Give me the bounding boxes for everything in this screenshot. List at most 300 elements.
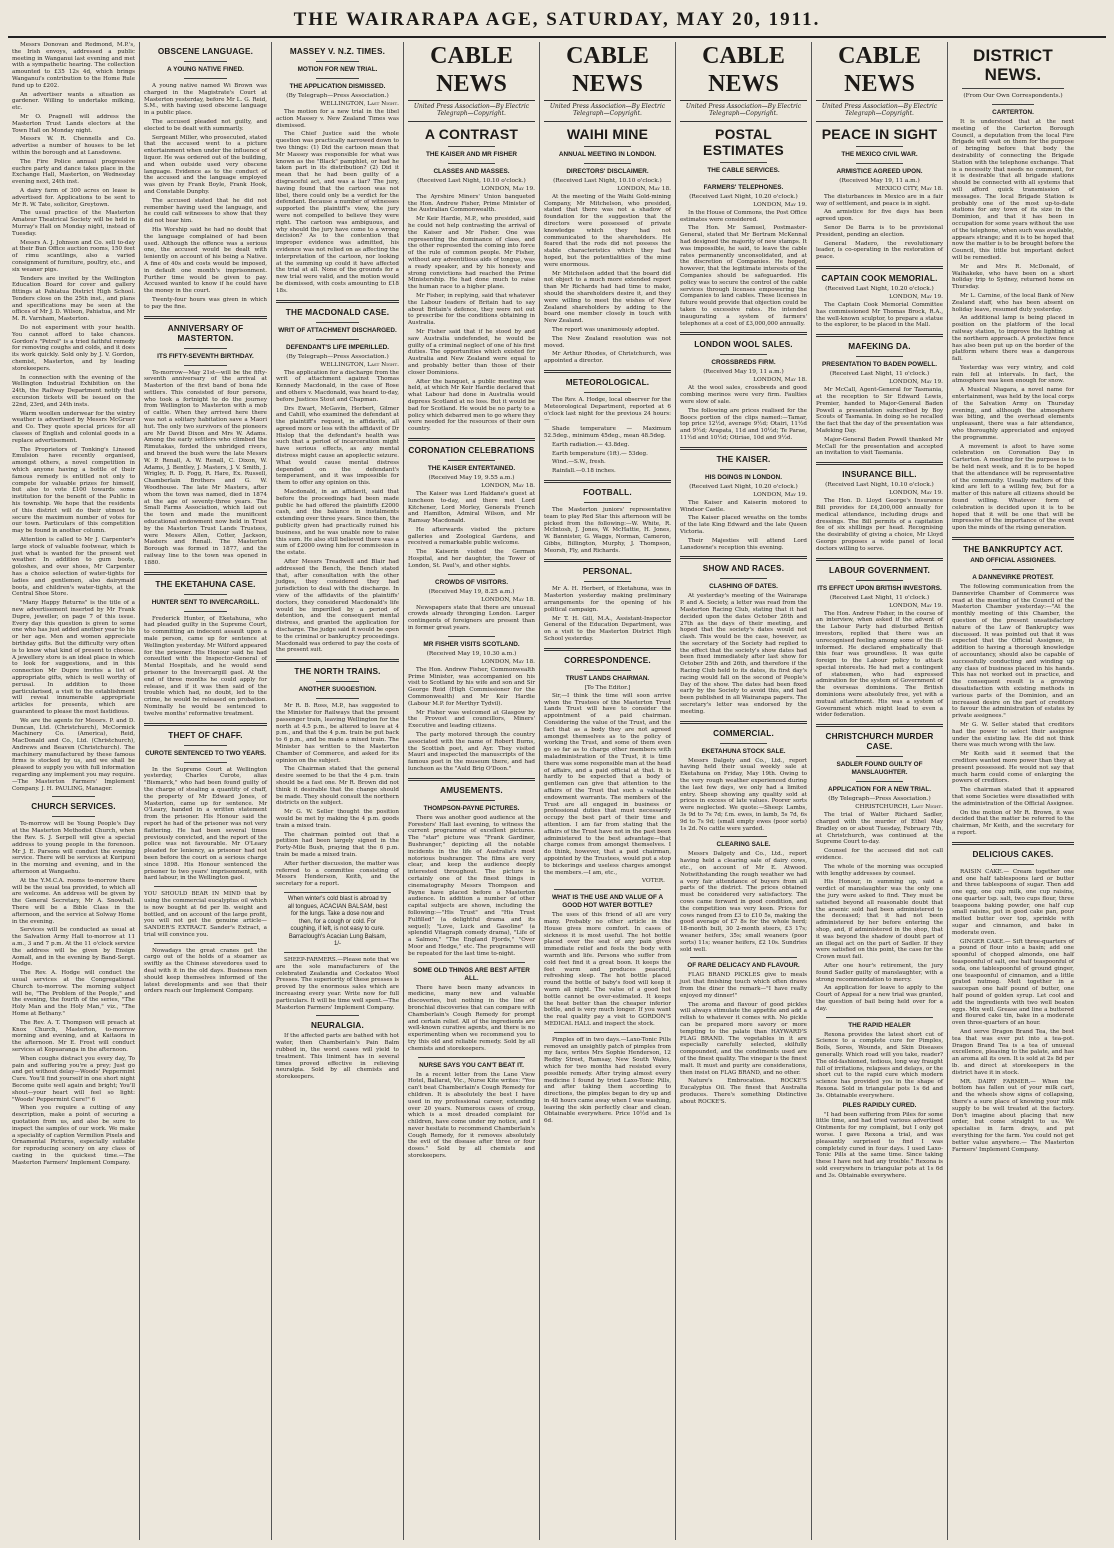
column-2 [140, 42, 272, 1540]
subheadline: CARTERTON. [992, 109, 1034, 116]
divider [680, 447, 807, 450]
paragraph: Mr G. W. Seller thought the position would be met by making the 4 p.m. goods train a mixed train. [276, 809, 399, 829]
placeline: LONDON, May 18. [481, 658, 535, 665]
paragraph: The uses of this friend of all are very many. Probably no other article in the House gives more comfort. In cases of sickness it is most useful. The hot bottle placed over the seat of any pain gives immediate relief and feels the body with warmth and life. Persons who suffer from cold feet find it a great boon. It keeps the feet warm and produces peaceful, refreshing sleep. The hot bottle placed round the bottle of baby's food will keep it warm all night. The value of a good hot bottle cannot be over-estimated. It keeps the heat better than the cheaper inferior bottle, and is very much longer. If you want the real quality pay a visit to GORDON'S MEDICAL HALL and inspect the stock. [544, 912, 671, 1027]
dateline: (Received May 19, 11 a.m.) [703, 369, 784, 376]
headline-football: FOOTBALL. [583, 487, 632, 497]
headline-postal-estimates: POSTAL ESTIMATES [703, 125, 784, 158]
paragraph: The following communication from the Dannevirke Chamber of Commerce was read at the meeting of the Council of the Masterton Chamber yesterday:—"At the monthly meeting of this Chamber, the question of the present unsatisfactory nature of the Law of Bankruptcy was discussed. It was pointed out that it was expected that the Official Assignee, in addition to having a thorough knowledge of accountancy, should also be capable of successfully conducting and winding up any class of business placed in his hands. This has not worked out in practice, and the consequent result is a growing dissatisfaction with existing methods in various parts of the Dominion, and an increased desire on the part of creditors to favour the administration of estates by private assignees." [952, 584, 1074, 720]
paragraph: Pimples off in two days.—Laxo-Tonic Pills removed an unsightly patch of pimples from my face, writes Mrs Sophie Henderson, 12 Redby Street, Ramsay, New South Wales, which for two months had resisted every possible remedy. After trying almost every medicine I found by tried Laxo-Tonic Pills, and after taking them according to directions, the pimples began to dry up and in 48 hours came away when I was washing, leaving the skin perfectly clear and clean. Obtainable everywhere. Price 10½d and 1s 6d. [544, 1036, 671, 1125]
paragraph: When coughs distract you every day, To pain and suffering you're a prey; Just go and get without delay—Woods' Peppermint Cure. You'll find yourself in one short night Become quite well again and bright; You'll shout—your heart will feel so light: "Woods' Peppermint Cure!" 6 [12, 1055, 135, 1103]
divider [826, 1017, 933, 1018]
cable-news-banner: CABLE NEWS [680, 42, 807, 101]
headline-meteorological: METEOROLOGICAL. [565, 377, 650, 387]
divider [584, 581, 631, 582]
paragraph: Sergeant Miller, who prosecuted, stated that the accused went to a picture entertainment when under the influence of liquor. He was ordered out of the building, and when outside used very obscene language. Evidence as to the conduct of the accused and the language employed was given by Frank Boyle, Frank Hook, and Constable Dunphy. [144, 134, 267, 195]
paragraph: When you require a cutting of any description, make a point of securing a quotation from us, and also be sure to inspect the samples of our work. We make a speciality of caption Vermilion Pixels and Ornamental Pictures, especially suitable for reproducing scenery on any class of casting in the quickest time.—The Masterton Farmers' Implement Company. [12, 1105, 135, 1166]
paragraph: Mr L. Carnine, of the local Bank of New Zealand staff, who has been absent on holiday leave, resumed duty yesterday. [952, 292, 1074, 313]
paragraph: He afterwards visited the picture galleries and Zoological Gardens, and received a remarkable public welcome. [408, 526, 535, 547]
paragraph: An additional lamp is being placed in position on the platform of the local railway station, to improve the lighting at the northern approach. A protective fence has also been put up on the border of the platform where there was a dangerous fall. [952, 315, 1074, 363]
dateline: (Received Last Night, 10.10 o'clock.) [417, 177, 526, 184]
paragraph: Mr Arthur Rhodes, of Christchurch, was appointed a director. [544, 351, 671, 365]
paragraph: The report was unanimously adopted. [552, 326, 660, 333]
paragraph: Services will be conducted as usual at the Salvation Army Hall to-morrow at 11 a.m., 3 and 7 p.m. At the 11 o'clock service the address will be given by Ensign Aomall, and in the evening by Band-Sergt. Hodge. [12, 927, 135, 968]
divider [184, 78, 227, 79]
paragraph: SHEEP-FARMERS.—Please note that we are the sole manufacturers of the celebrated Zealandia and Cockatoo Wool Presses. The superiority of these presses is proved by the enormous sales which are increasing every year. Write now for full particulars. It will be time well spent.—The Masterton Farmers' Implement Company. [276, 957, 399, 1011]
dateline: (By Telegraph—Press Association.) [828, 796, 931, 803]
dateline: (Received Last Night, 10.10 o'clock.) [825, 482, 934, 489]
headline-correspondence: CORRESPONDENCE. [564, 655, 651, 665]
subheadline: SADLER FOUND GUILTY OF MANSLAUGHTER. [836, 761, 923, 777]
divider [720, 469, 767, 470]
paragraph: At the wool sales, crossbreds and good combing merinos were very firm. Faulties were slow of sale. [680, 385, 807, 405]
column-4 [404, 42, 540, 1540]
divider [554, 1032, 661, 1033]
paragraph: The party motored through the country associated with the name of Robert Burns, the Scottish poet, and Ayr. They visited Mauri and inspected the manuscripts of the famous poet in the museum there, and had luncheon as the "Auld Brig O'Doon." [408, 732, 535, 773]
paragraph: In a recent letter from the Lane View Hotel, Ballarat, Vic., Nurse Kite writes: "You can't beat Chamberlain's Cough Remedy for children. It is absolutely the best I have used in my professional career, extending over 20 years. Numerous cases of croup, which is a most dreaded complaint for children, have come under my notice, and I never hesitate to recommend Chamberlain's Cough Remedy, for it removes absolutely the evil of the disease after three or four doses." Sold by all chemists and storekeepers. [408, 1071, 535, 1160]
paragraph: We are the agents for Messrs. P. and D. Duncan, Ltd. (Christchurch), McCormick Machinery Co. (America), Reid, MacDonald and Co., Ltd. (Christchurch), Andrews and Beaven (Christchurch). The machinery manufactured by these famous firms is stocked by us, and we shall be pleased to supply you with full information regarding any implement you may require.—The Masterton Farmers' Implement Company. J. H. PAULING, Manager. [12, 717, 135, 792]
paragraph: Mr Keir Hardie, M.P., who presided, said he could not help contrasting the arrival of the Kaiser and Mr Fisher. One was representing the dominance of class, and the other represented the coming into force of the rule of common people. Mr Fisher, without any adventitious aids of tongue, was a ready speaker, and by his honesty and strong convictions had reached the Prime Ministership. He had done much to raise the human race to a higher plane. [408, 216, 535, 291]
headline-london-wool-sales: LONDON WOOL SALES. [694, 340, 793, 350]
paragraph: The disturbances in Mexico are in a fair way of settlement, and peace is in sight. [816, 193, 943, 207]
placeline: CHRISTCHURCH, Last Night. [855, 804, 943, 811]
divider [276, 300, 399, 303]
column-3 [272, 42, 404, 1540]
divider [448, 636, 495, 637]
divider [720, 743, 767, 744]
paragraph: Earth radiation.— 43.8deg. [552, 441, 630, 448]
paragraph: Drs Ewart, McGavin, Herbert, Gilmer and Cahill, who examined the defendant at the plaintiff's request, in affidavits, all agreed more or less with the affidavit of Dr Hislop that the defendant's health was such that a period of incarceration might have serious effects, as any mental distress might cause an apoplectic seizure. What would cause mental distress depended on the defendant's temperament, and it was impossible for them to offer any opinion on this. [276, 405, 399, 487]
divider [816, 462, 943, 465]
paragraph: The Kaiserin visited the German Hospital, and her daughter, the Tower of London, St. Paul's, and other sights. [408, 549, 535, 569]
divider [992, 569, 1034, 570]
divider [316, 681, 359, 682]
divider [720, 354, 767, 355]
dateline: (Received Last Night, 10.20 o'clock.) [689, 483, 798, 490]
paragraph: A movement is afoot to have some celebration on Coronation Day in Carterton. A meeting for the purpose is to be held next week, and it is to be hoped that the attendance will be representative of the community. Usually matters of this kind are left to a willing few, but for a matter of this nature all citizens should be found willing. Whatever form of celebration is decided upon it is to be hoped that it will be one that will be impressive of the importance of the event upon the minds of the rising generation. [952, 443, 1074, 532]
headline-a-contrast: A CONTRAST [424, 125, 519, 142]
dateline: (By Telegraph—Press Association.) [286, 93, 389, 99]
subheadline: HUNTER SENT TO INVERCARGILL. [151, 598, 260, 606]
divider [448, 163, 495, 164]
paragraph: The Hon. Andrew Fisher, Commonwealth Prime Minister, was accompanied on his visit to Scotland by his wife and son and Sir George Reid (High Commissioner for the Commonwealth) and Mr Keir Hardie (Labour M.P. for Merthyr Tydvil). [408, 666, 535, 707]
divider [816, 334, 943, 337]
subheadline: ITS FIFTY-SEVENTH BIRTHDAY. [157, 352, 254, 360]
paragraph: The Kaiser was Lord Haldane's guest at luncheon to-day, and there met Lord Kitchener, Lord Morley, Generals French and Hamilton, Admiral Wilson, and Mr Ramsay Macdonald. [408, 490, 535, 525]
subheadline: THE RAPID HEALER [848, 1021, 911, 1029]
masthead: THE WAIRARAPA AGE, SATURDAY, MAY 20, 1911. [8, 6, 1106, 38]
subheadline: MOTION FOR NEW TRIAL. [297, 66, 378, 73]
column-5 [540, 42, 676, 1540]
subheadline: THE CABLE SERVICES. [707, 166, 780, 174]
divider [408, 438, 535, 441]
editor-note: [To The Editor.] [584, 684, 631, 691]
paragraph: The Hon. Andrew Fisher, in the course of an interview, when asked if the advent of the Labour Party had disturbed British investors, replied that there was an unrecognised feeling among some of the ill-informed. He declared emphatically that this fear was groundless. It was quite foreign to the Labour policy to attack special interests. He had met a contingent of statesmen, who had expressed admiration for the system of Government of the overseas dominions. The British dominions were absolutely free, yet with a mutual attachment. His was a system of Government which might lead to even a wider federation. [816, 610, 943, 719]
paragraph: GINGER CAKE.— Sift three-quarters of a pound of flour into a basin; add one spoonful of chopped almonds, one half teaspoonful of salt, one half teaspoonful of soda, one tablespoonful of ground ginger, one teaspoonful of cinnamon, and a little grated nutmeg. Melt together in a saucepan one half pound of butter, one half pound of golden syrup. Let cool and add the ingredients with two well beaten eggs. Mix well. Grease and line a buttered and floured cake tin, bake in a moderate oven three-quarters of an hour. [952, 938, 1074, 1027]
divider [544, 480, 671, 483]
divider [544, 370, 671, 373]
divider [680, 721, 807, 724]
paragraph: An armistice for five days has been agreed upon. [816, 209, 943, 223]
paragraph: Rainfall.—0.18 inches. [552, 468, 616, 475]
paragraph: The Ayrshire Miners' Union banqueted the Hon. Andrew Fisher, Prime Minister of the Australian Commonwealth. [408, 193, 535, 214]
divider [154, 886, 257, 887]
paragraph: The Fire Police annual progressive euchre party and dance takes place in the Exchange Hall, Masterton, on Wednesday evening next, 24th inst. [12, 158, 135, 186]
divider [448, 574, 495, 575]
divider [544, 648, 671, 651]
placeline: LONDON, May 19. [481, 185, 535, 192]
divider [544, 559, 671, 562]
paragraph: The Kaiser and Kaiserin motored to Windsor Castle. [680, 499, 807, 513]
paragraph: A Musical Niagara, a novel name for entertainment, was held by the local corps of the Salvation Army on Thursday evening, and although the atmosphere was biting, and the overhead elements unpleasant, there was a fair attendance, who thoroughly appreciated and enjoyed the programme. [952, 387, 1074, 441]
headline-amusements: AMUSEMENTS. [440, 785, 503, 795]
paragraph: Mr R. B. Ross, M.P., has suggested to the Minister for Railways that the present passenger train, leaving Wellington for the north at 4.5 p.m., be altered to leave at 4 p.m., and that the 4 p.m. train be put back to 6 p.m., and be made a mixed train. The Minister has written to the Masterton Chamber of Commerce, and asked for its opinion on the subject. [276, 703, 399, 764]
divider [856, 146, 903, 147]
placeline: WELLINGTON, Last Night. [320, 361, 399, 368]
divider [690, 957, 797, 958]
paragraph: RAISIN CAKE.— Cream together one and one half tablespoons lard or butter and three tablespoons of sugar. Then add one egg, one cup milk, one cup raisins, one quarter tsp. salt, two cups flour, three teaspoons baking powder, one half cup small raisins, put in good cake pan, pour melted butter over top, sprinkle with sugar and cinnamon, and bake in moderate oven. [952, 868, 1074, 936]
headline-bankruptcy-act: THE BANKRUPTCY ACT. [963, 545, 1063, 555]
paragraph: Senor De Barra is to be provisional President, pending an election. [816, 225, 943, 238]
headline-christchurch-murder-case: CHRISTCHURCH MURDER CASE. [825, 732, 934, 752]
byline: (From Our Own Correspondents.) [963, 93, 1063, 99]
headline-obscene-language: OBSCENE LANGUAGE. [157, 47, 254, 56]
paragraph: Mr Fisher was welcomed at Glasgow by the Provost and councillors, Miners' Executive and leading citizens. [408, 709, 535, 730]
placeline: LONDON, May 18. [481, 596, 535, 603]
divider [448, 460, 495, 461]
subheadline: CLEARING SALE. [716, 841, 771, 849]
paragraph: The Chairman stated that the general desire seemed to be that the 4 p.m. train should be a fast one. Mr R. Brown did not think it desirable that the change should be made. They should consult the northern districts on the subject. [276, 766, 399, 807]
headline-show-and-races: SHOW AND RACES. [702, 564, 785, 574]
paragraph: "I had been suffering from Piles for some little time, and had tried various advertised Ointments for my complaint, but I only got worse. I gave Rexona a trial, and was pleasantly surprised to find I was completely cured in four days. I used Laxo-Tonic Pills at the same time. Since taking these I have not had any trouble." Rexona is sold everywhere in triangular pots at 1s 6d and 3s. Obtainable everywhere. [816, 1111, 943, 1179]
divider [720, 179, 767, 180]
paragraph: At the Y.M.C.A. rooms to-morrow there will be the usual tea provided, to which all are welcome. An address will be given by the General Secretary, Mr A. Snowball. There will be a Bible Class in the afternoon, and the service at Solway Home in the evening. [12, 877, 135, 925]
subheadline: CLASSES AND MASSES. [433, 167, 510, 175]
paragraph: The Hon. D. Lloyd George's Insurance Bill provides for £4,200,000 annually for medical attendance, including drugs and dressings. The Bill permits of a capitation fee of six shillings per head. Recognising the desirability of giving a choice, Mr Lloyd George proposes a wide panel of local doctors willing to serve. [816, 498, 943, 552]
cable-news-credit: United Press Association—By Electric Telegraph—Copyright. [680, 103, 807, 122]
paragraph: Mr and Mrs R. McDonald, of Waihakeke, who have been on a short holiday trip to Sydney, returned home on Thursday. [952, 263, 1074, 291]
paragraph: Warm woollen underwear for the wintry weather is advertised by Messrs McGruer and Co. They quote special prices for all classes of English and colonial goods in a replace advertisement. [12, 410, 135, 444]
paragraph: After one hour's retirement, the jury found Sadler guilty of manslaughter, with a strong recommendation to mercy. [816, 963, 943, 983]
paragraph: It is understood that at the next meeting of the Carterton Borough Council, a deputation from the local Fire Brigade will wait on them for the purpose of bringing before that body the desirability of connecting the Brigade Station with the telephone exchange. That is a necessity that needs no comment, for it is desirable that all brigade stations should be connected with all systems that will afford quick transmission of messages. The local Brigade Station is probably one of the most up-to-date stations for any town of its size in the Dominion, and that it has been in occupation for some years without the use of the telephone, when such was available, appears strange; and it is to be hoped that now the matter is to be brought before the Council, this little but important defect will be remedied. [952, 119, 1074, 261]
divider [680, 556, 807, 559]
subheadline: AND OFFICIAL ASSIGNEES. [970, 557, 1056, 565]
divider [816, 724, 943, 727]
paragraph: And serve Dragon Brand Tea, the best tea that was ever put into a tea-pot. Dragon Brand Tea is a tea of unusual excellence, pleasing to the palate, and has an aroma all its own. It is sold at 2s 8d per lb. and direct at storekeepers in the district have it in stock. [952, 1029, 1074, 1076]
subheadline: CUROTE SENTENCED TO TWO YEARS. [145, 749, 266, 757]
columns [8, 42, 1106, 1540]
divider [184, 745, 227, 746]
column-8 [948, 42, 1078, 1540]
dateline: (Received Last Night, 11 o'clock.) [829, 371, 930, 378]
paragraph: Messrs Dalgety and Co., Ltd., report having held a clearing sale of dairy cows, etc., on account of Mr E. Atwood. Notwithstanding the rough weather we had a very fair attendance of buyers from all parts of the district. The prices obtained must be considered very satisfactory. The cows came forward in good condition, and the competition was very keen. Prices for cows ranged from £3 to £10 5s, making the good average of £7 8s for the whole herd; 18-month bull, 30 2-month steers, £3 17s; weaner heifers, 35s; small weaners (poor sorts) 11s; weaner heifers, £2 10s. Sundries sold well. [680, 851, 807, 953]
paragraph: Yesterday was very wintry, and cold rain fell at intervals. In fact, the atmosphere was keen enough for snow. [952, 364, 1074, 385]
dateline: (Received May 19, 8.25 a.m.) [428, 588, 515, 595]
divider [952, 842, 1074, 845]
paragraph: Wind.—S.W., fresh. [552, 459, 606, 466]
paragraph: Major-General Baden Powell thanked Mr McCall for the presentation and accepted an invitation to visit Tasmania. [816, 436, 943, 457]
paragraph: Earth temperature (1ft).— 53deg. [552, 450, 648, 457]
subheadline: THE APPLICATION DISMISSED. [289, 83, 386, 90]
subheadline: FARMERS' TELEPHONES. [703, 183, 784, 191]
headline-personal: PERSONAL. [582, 567, 633, 577]
divider [276, 659, 399, 662]
divider [316, 1015, 359, 1016]
dateline: (Received May 19, 10.30 a.m.) [426, 650, 517, 657]
paragraph: Mr Fisher said that if he stood by and saw Australia undefended, he would be guilty of a criminal neglect of one of his first duties. The opportunities which existed for Australia and New Zealand were equal to and probably better than those of their closer Dominions. [408, 328, 535, 376]
paragraph: There have been many advances in medicine, many new and valuable discoveries, but nothing in the line of bronchial discoveries that can compare with Chamberlain's Cough Remedy for prompt and certain relief. All of the ingredients are well-known curative agents, and there is no experimenting when we recommend you to try this old and reliable remedy. Sold by all chemists and storekeepers. [408, 984, 535, 1052]
paragraph: "Many Happy Returns" is the title of a new advertisement inserted by Mr Frank Dupre, jeweller, on page 7 of this issue. Every day this question is given to some one who has just added another year to his or her age. Men and women appreciate birthday gifts. But the difficulty very often is to know what kind of present to choose. A jewellery store is an ideal place in which to look for suggestions, and in this connection Mr Dupre invites a list of appropriate gifts, which is well worthy of perusal. In addition to those particularised, a visit to the establishment will reveal innumerable appropriate articles for presents, which are guaranteed to please the most fastidious. [12, 600, 135, 715]
divider [184, 594, 227, 595]
paragraph: Frederick Hunter, of Eketahuna, who had pleaded guilty in the Supreme Court, to committing an indecent assault upon a male person, came up for sentence at Wellington yesterday. Mr Wilford appeared for the prisoner. His Honour said he had consulted with the Inspector-General of Mental Hospitals, and he would send prisoner to the Invercargill gaol. At the end of three months he could apply for release, and if it was then said of the trouble which had, no doubt, led to the crime, he would be released on probation. Nominally he would be sentenced to twelve months' reformative treatment. [144, 615, 267, 717]
paragraph: The Captain Cook Memorial Committee has commissioned Mr Thomas Brock, R.A., the well-known sculptor, to prepare a statue to the explorer, to be placed in the Mall. [816, 301, 943, 329]
subheadline: PILES RAPIDLY CURED. [842, 1101, 917, 1109]
dateline: (Received May 19, 11 a.m.) [839, 177, 920, 184]
paragraph: Mr G. W. Seller stated that creditors had the power to select their assignee under the existing law. He did not think there was much wrong with the law. [952, 721, 1074, 749]
paragraph: Mr McCall, Agent-General for Tasmania, at the reception to Sir Edward Lewis, Premier, handed to Major-General Baden Powell a presentation subscribed by Boy Scouts of Tasmania. In doing so he recalled the fact that the day of the presentation was Mafeking Day. [816, 387, 943, 434]
subheadline: A DANNEVIRKE PROTEST. [972, 574, 1054, 582]
paragraph: Mr Keith said it seemed that the creditors wanted more power than they at present possessed. He would not say that much harm could come of enlarging the powers of creditors. [952, 751, 1074, 785]
letter-signature: VOTER. [641, 878, 665, 885]
divider [584, 670, 631, 671]
paragraph: The Hon. Mr Samuel, Postmaster-General, stated that Mr Bertram McKennal had designed the majority of new stamps. It was impossible, he said, to leave the cable rates permanently unconsolidated, and at the discretion of Companies. He hoped, however, that the legitimate interests of the Companies should be safeguarded. His policy was to secure the control of the cable services through licenses empowering the Companies to land cables. These licenses in future would provide that objection could be taken to excessive rates. He intended inaugurating a system of farmers' telephones at a cost of £3,000,000 annually. [680, 225, 807, 327]
headline-labour-government: LABOUR GOVERNMENT. [829, 565, 930, 575]
paragraph: Twenty-four hours was given in which to pay the fine. [144, 296, 267, 310]
headline-anniversary: ANNIVERSARY OF MASTERTON. [167, 323, 244, 343]
paragraph: The chairman stated that it appeared that some Societies were dissatisfied with the administration of the Official Assignee. [952, 787, 1074, 807]
divider [184, 348, 227, 349]
paragraph: The chairman pointed out that a petition had been largely signed in the Forty-Mile Bush, praying that the 6 p.m. train be made a mixed train. [276, 831, 399, 858]
divider [316, 698, 359, 699]
headline-district-news: DISTRICT NEWS. [973, 46, 1053, 84]
divider [584, 163, 631, 164]
divider [52, 796, 95, 797]
divider [144, 316, 267, 319]
dateline: (Received May 19, 9.55 a.m.) [428, 474, 515, 481]
placeline: LONDON, May 19. [889, 490, 943, 497]
divider [448, 146, 495, 147]
placeline: LONDON, May 19. [753, 201, 807, 208]
subheadline: DIRECTORS' DISCLAIMER. [566, 167, 649, 175]
headline-the-kaiser: THE KAISER. [716, 454, 771, 464]
divider [720, 578, 767, 579]
placeline: WELLINGTON, Last Night. [320, 101, 399, 107]
paragraph: The motion for a new trial in the libel action Massey v. New Zealand Times was dismissed. [276, 109, 399, 129]
divider [418, 1057, 525, 1058]
placeline: MEXICO CITY, May 18. [875, 185, 943, 192]
divider [992, 104, 1034, 105]
paragraph: A young native named Wi Brown was charged in the Magistrate's Court at Masterton yesterday, before Mr L. G. Reid, S.M., with having used obscene language in a public place. [144, 83, 267, 117]
paragraph: Tenders are invited by the Wellington Education Board for cover and gallery fittings at Pahiatua District High School. Tenders close on the 25th inst., and plans and specifications may be seen at the offices of Mr J. D. Wilson, Pahiatua, and Mr M. R. Varnham, Masterton. [12, 275, 135, 323]
paragraph: Shade temperature — Maximum 52.5deg., minimum 45deg., mean 48.5deg. [544, 426, 671, 439]
divider [418, 962, 525, 963]
paragraph: Messrs W. R. Chennells and Co. advertise a number of houses to be let within the borough and at Lansdowne. [12, 136, 135, 156]
paragraph: To-morrow—May 21st—will be the fifty-seventh anniversary of the arrival at Masterton of the first band of bona fide settlers. This consisted of four persons, who took a fortnight to do the journey from Wellington to Masterton with a mob of cattle. When they arrived here there was not a solitary habitation save a Maori hut. The only two survivors of the pioneers are Mr David Dixon and Mrs W. Adams. Among the early settlers who climbed the Rimutakas, forded the unbridged rivers, and braved the bush were the late Messrs W. P. Renall, A. W. Renall, C. Dixon, W. Adams, J. Bentley, J. Masters, J. V. Smith, J. Wrigley, R. D. Fogg, R. Hare, Ex. Russell, Chamberlain Brothers and G. W. Woodhouse. The late Mr Masters, after whom the town was named, died in 1874 at the age of seventy-three years. The Small Farms Association, which laid out the town and made the munificent educational endowment now held in Trust by the Masterton Trust Lands Trustees, were Messrs Allen, Cotter, Jackson, Masters and Renall. The Masterton Borough was formed in 1877, and the railway line to the town was opened in 1880. [144, 369, 267, 566]
subheadline: CLASHING OF DATES. [709, 583, 778, 591]
divider [856, 580, 903, 581]
paragraph: An application for leave to apply to the Court of Appeal for a new trial was granted, the question of bail being held over for a day. [816, 985, 943, 1012]
column-7 [812, 42, 948, 1540]
subheadline: EKETAHUNA STOCK SALE. [701, 747, 786, 755]
divider [816, 558, 943, 561]
subheadline: NURSE SAYS YOU CAN'T BEAT IT. [419, 1061, 524, 1069]
paragraph: To-morrow will be Young People's Day at the Masterton Methodist Church, when the Rev. S. J. Serpell will give a special address to young people in the forenoon. Mr J. E. Parsons will conduct the evening service. There will be services at Kuripuni in the morning and evening, and in the afternoon at Wangaehu. [12, 821, 135, 876]
placeline: LONDON, May 18. [481, 482, 535, 489]
paragraph: The Kaiser placed wreaths on the tombs of the late King Edward and the late Queen Victoria. [680, 515, 807, 535]
subheadline: CROWDS OF VISITORS. [434, 578, 509, 586]
paragraph: MR. DAIRY FARMER.— When the bottom has fallen out of your milk cart, and the wheels show signs of collapsing, there's a sure place of knowing your milk supply to be well treated at the factory. Don't imagine about placing that new order, but come straight to us. We specialise in farm drays, and put everything for the farm. You could not get better value anywhere.— The Masterton Farmers' Implement Company. [952, 1078, 1074, 1153]
subheadline: THOMPSON-PAYNE PICTURES. [423, 804, 520, 812]
paragraph: Mr Mitchelson added that the board did not object to a much more extended report than Mr Richards had had time to make, should the shareholders desire it, and they were willing to meet the wishes of New Zealand shareholders by adding to the board one member closely in touch with New Zealand. [544, 270, 671, 325]
headline-macdonald-case: THE MACDONALD CASE. [285, 307, 390, 317]
subheadline: DEFENDANT'S LIFE IMPERILLED. [285, 343, 390, 351]
paragraph: The usual practice of the Masterton Amateur Theatrical Society will be held in Murray's Hall on Monday night, instead of Tuesday. [12, 210, 135, 237]
advertisement-balsam: When winter's cold blast is abroad try all tongues, ACACIAN BALSAM, best for the lungs. Take a dose now and then, for a cough or cold. For coughing, if left, is not easy to cure. Barraclough's Acacian Lung Balsam, 1/- [284, 892, 391, 953]
divider [992, 864, 1034, 865]
paragraph: Mr O. Pragnell will address the Masterton Trust Lands electors at the Town Hall on Monday night. [12, 113, 135, 134]
divider [856, 163, 903, 164]
column-6 [676, 42, 812, 1540]
divider [584, 502, 631, 503]
divider [316, 322, 359, 323]
subheadline: SOME OLD THINGS ARE BEST AFTER ALL. [413, 966, 530, 982]
cable-news-credit: United Press Association—By Electric Telegraph—Copyright. [408, 103, 535, 122]
paragraph: The accused stated that he did not remember having used the language, and he could call witnesses to show that they did not hear him. [144, 197, 267, 225]
paragraph: At the meeting of the Waihi Gold-mining Company, Mr Mitchelson, who presided, stated that there was not a shadow of foundation for the suggestion that the directors were possessed of private knowledge which they had not communicated to the shareholders. He feared that the rods did not possess the stable characteristics which they had hoped, but the potentialities of the mine were enormous. [544, 193, 671, 268]
divider [184, 611, 227, 612]
headline-waihi-mine: WAIHI MINE [566, 125, 649, 142]
subheadline: THE MEXICO CIVIL WAR. [841, 150, 918, 158]
divider [952, 537, 1074, 540]
headline-church-services: CHURCH SERVICES. [31, 802, 116, 812]
paragraph: After the banquet, a public meeting was held, at which Mr Keir Hardie declared that what Labour had done in Australia would depress Scotland at no loss. But it would be bad for Scotland. He would be no party to a policy which debarred men to go where they were needed for the resources of their own country. [408, 378, 536, 433]
divider [584, 146, 631, 147]
paragraph: Sir,—I think the time will soon arrive when the Trustees of the Masterton Trust Lands Trust will have to consider the appointment of a paid chairman. Considering the value of the Trust, and the fact that as a body they are not agreed amongst themselves as to the policy of working the Trust, and some of them even go so far as to charge other members with maladministration of the Trust, it is time there was some responsible man at the head of affairs, and a paid official at that. It is hardly to be expected that a body of gentlemen can give that attention to the affairs of the Trust that such a valuable endowment warrants. The members of the Trust are all engaged in business or professional duties that must necessarily occupy the best part of their time and attention. I am far from stating that the affairs of the Trust have not in the past been administered to the best advantage—that charge comes from amongst themselves. I do think, however, that a paid chairman, appointed by the Trustees, would put a stop to bickerings and useless charges amongst the members.—I am, etc., [544, 692, 671, 876]
paragraph: The Rev. A. Hodge, local observer for the Meteorological Department, reported at 6 o'clock last night for the previous 24 hours:— [544, 396, 671, 424]
subheadline: HIS DOINGS IN LONDON. [704, 473, 783, 481]
headline-peace-in-sight: PEACE IN SIGHT [821, 125, 938, 142]
paragraph: There was another good audience at the Foresters' Hall last evening, to witness the current programme of excellent pictures. The "star" picture was "Frank Gardiner, Bushranger," depicting all the notable incidents in the life of Australia's most notorious bushranger. The films are very clear, and keep the audience deeply interested throughout. The picture is certainly one of the finest things in cinematography Messrs Thompson and Payne have placed before a Masterton audience. In addition a number of other capital subjects are shown, including the following:—"His Trust" and "His Trust Fulfilled" (a delightful drama and its sequel); "Love, Luck and Gasoline" (a splendid Vitagraph comedy drama), "Life of a Salmon," "The England Fjords," "Over Moor and Hedge," etc. The programme will be repeated for the last time to-night. [408, 814, 535, 957]
paragraph: Attention is called to Mr J. Carpenter's large stock of valuable footwear, which is just what is wanted for the present wet weather. In addition to gum boots, goloshes, and over shoes, Mr Carpenter has a choice selection of water-tights for ladies and gentlemen, also dairymaid boots, and children's water-tights, at the Central Shoe Store. [12, 536, 135, 598]
cable-news-credit: United Press Association—By Electric Telegraph—Copyright. [544, 103, 671, 122]
subheadline: A YOUNG NATIVE FINED. [167, 66, 244, 73]
paragraph: Mr A. H. Herbert, of Eketahuna, was in Masterton yesterday making preliminary arrangements for the opening of his political campaign. [544, 586, 671, 613]
paragraph: The Chief Justice said the whole question was practically narrowed down to two things: (1) Did the cartoon mean that Mr Massey was responsible for what was known as the "Black" pamphlet, or had he taken part in its distribution? (2) Did it mean that he had been guilty of a disgraceful act, and was a liar? The jury, having found that the cartoon was not libel, there could only be a verdict for the defendant. Because a number of witnesses supported the plaintiff's view, the jury were not compelled to believe they were right. The cartoon was ambiguous, and why should the jury have come to a wrong decision? As to the contention that improper evidence was admitted, his evidence was not relied on as affecting the interpretation of the cartoon, nor looking at the summing up could it have affected the trial at all. None of the grounds for a new trial were valid, and the motion would be dismissed, with costs amounting to £18 18s. [276, 131, 399, 294]
placeline: LONDON, May 19. [753, 491, 807, 498]
divider [816, 266, 943, 269]
paragraph: The whole of the morning was occupied with lengthy addresses by counsel. [816, 863, 943, 877]
divider [154, 943, 257, 944]
subheadline: PRESENTATION TO BADEN POWELL. [821, 361, 938, 369]
headline-eketahuna-case: THE EKETAHUNA CASE. [155, 579, 256, 589]
subheadline: ARMISTICE AGREED UPON. [836, 167, 923, 175]
divider [316, 78, 359, 79]
paragraph: Messrs A. J. Johnson and Co. sell to-day at their Bun Office auction rooms, 150 feet of rimu scantlings, also a varied consignment of furniture, poultry, etc., and six weaner pigs. [12, 239, 135, 273]
headline-mafeking-day: MAFEKING DA. [848, 342, 911, 352]
divider [52, 816, 95, 817]
placeline: LONDON, May 19. [889, 379, 943, 386]
paragraph: Newspapers state that there are unusual crowds already thronging London. Larger contingents of foreigners are present than in former great years. [408, 604, 535, 632]
subheadline: CROSSBREDS FIRM. [711, 359, 776, 367]
divider [962, 88, 1064, 89]
divider [448, 800, 495, 801]
paragraph: The New Zealand resolution was not moved. [544, 335, 671, 349]
divider [680, 332, 807, 335]
dateline: (Received Last Night, 10.10 o'clock.) [553, 177, 662, 184]
paragraph: Macdonald, in an affidavit, said that before the proceedings had been made public he had offered the plaintiffs £2000 cash, and the balance in instalments extending over three years. Since then, the publicity given had practically ruined his business, and he was unable now to raise this sum. He also still believed there was a sum of £2000 owing him for commission in the estate. [276, 489, 400, 557]
divider [316, 339, 359, 340]
divider [408, 778, 535, 781]
divider [720, 162, 767, 163]
subheadline: THE KAISER ENTERTAINED. [427, 464, 516, 472]
cable-news-credit: United Press Association—By Electric Telegraph—Copyright. [816, 103, 943, 122]
divider [856, 781, 903, 782]
divider [184, 61, 227, 62]
divider [856, 356, 903, 357]
paragraph: FLAG BRAND PICKLES give to meals just that finishing touch which often draws from the diner the remark—"I have really enjoyed my dinner!" [680, 972, 807, 999]
placeline: LONDON, May 18. [617, 185, 671, 192]
paragraph: Mr T. H. Gill, M.A., Assistant-Inspector General of the Education Department, was on a visit to the Masterton District High School yesterday. [544, 615, 671, 643]
subheadline: ITS EFFECT UPON BRITISH INVESTORS. [817, 584, 942, 592]
paragraph: Mr Fisher, in replying, said that whatever the Labour leaders of Britain had to say about Britain's defence, they were not out to prescribe for the conditions obtaining in Australia. [408, 292, 535, 327]
paragraph: Messrs Donovan and Redmond, M.P.'s, the Irish envoys, addressed a public meeting in Wanganui last evening and met with a sympathetic hearing. The collection amounted to £35 12s 4d, which brings Wanganui's contribution to the Home Rule fund up to £202. [12, 42, 135, 89]
divider [584, 392, 631, 393]
subheadline: APPLICATION FOR A NEW TRIAL. [827, 786, 932, 794]
cable-news-banner: CABLE NEWS [816, 42, 943, 101]
paragraph: Their Majesties will attend Lord Lansdowne's reception this evening. [680, 537, 807, 551]
paragraph: In connection with the evening of the Wellington Industrial Exhibition on the 24th, the Railway Department notify that excursion tickets will be issued on the 22nd, 23rd, and 24th insts. [12, 374, 135, 408]
subheadline: THE KAISER AND MR FISHER [425, 150, 517, 158]
subheadline: WRIT OF ATTACHMENT DISCHARGED. [278, 326, 397, 334]
divider [144, 723, 267, 726]
advertisement: YOU SHOULD BEAR IN MIND that by using the commercial eucalyptus oil which is now bought at 6d per lb. weight and bottled, and on account of the large profit, you will not get the genuine article—SANDER'S EXTRACT. Sander's Extract, a trial will convince you. [144, 891, 267, 938]
subheadline: ANOTHER SUGGESTION. [298, 686, 377, 694]
paragraph: His Honour, in summing up, said a verdict of manslaughter was the only one the jury were asked to find. They must be satisfied beyond all reasonable doubt that the arsenic sold had been administered to the deceased; that it had not been administered by her before entering the shop, and, if administered in the shop, that it was beyond the shadow of doubt part of an illegal act on the part of Sadler. If they were satisfied on this point, the case for the Crown must fail. [816, 879, 943, 961]
placeline: LONDON, May 19. [889, 293, 943, 300]
paragraph: His Worship said he had no doubt that the language complained of had been used. Although the offence was a serious one, the accused would be dealt with leniently on account of his being a Native. A fine of 40s and costs would be imposed, in default one month's imprisonment. Further time would be given to pay. Accused wanted to know if he could have the money in the court. [144, 226, 267, 295]
headline-theft-of-chaff: THEFT OF CHAFF. [168, 730, 243, 740]
headline-commercial: COMMERCIAL. [713, 728, 774, 738]
placeline: LONDON, May 19. [889, 602, 943, 609]
paragraph: On the motion of Mr R. Brown, it was decided that the matter be referred to the chairman, Mr Keith, and the secretary for a report. [952, 809, 1074, 836]
dateline: (Received Last Night, 10.20 o'clock.) [689, 193, 798, 200]
paragraph: An advertiser wants a situation as gardener. Willing to undertake milking, etc. [12, 91, 135, 112]
dateline: (Received Last Night, 11 o'clock.) [829, 594, 930, 601]
divider [554, 889, 661, 890]
paragraph: If the affected parts are bathed with hot water, then Chamberlain's Pain Balm rubbed in, the worst cases will yield to treatment. This liniment has in several times proved effective in relieving neuralgia. Sold by all chemists and storekeepers. [276, 1033, 399, 1081]
paragraph: After Messrs Treadwell and Blair had addressed the Bench, the Bench stated that, after consultation with the other judges, they considered they had jurisdiction to deal with the discharge. In view of the affidavits of the plaintiffs' doctors, they considered Macdonald's life would be imperilled by a period of detention, and the consequent mental distress, and granted the application for discharge. The judge said it would be open to the criminal or bankruptcy proceedings. Macdonald was ordered to pay the costs of the present suit. [276, 559, 399, 654]
divider [184, 365, 227, 366]
subheadline: TRUST LANDS CHAIRMAN. [565, 674, 650, 682]
paragraph: A dairy farm of 300 acres on lease is advertised for. Applications to be sent to Mr R. W. Tate, solicitor, Greytown. [12, 187, 135, 208]
divider [144, 572, 267, 575]
paragraph: In the Supreme Court at Wellington yesterday, Charles Curote, alias "Bismarck," who had been found guilty of the charge of stealing a quantity of chaff, the property of Mr Edward Jones, of Masterton, came up for sentence. Mr O'Leary, handed in a written statement from the prisoner. His Honour said the report he had of the prisoner was not very flattering. He had been several times previously convicted, and the report of the police was not favourable. Mr O'Leary pleaded for leniency, as prisoner had not been before the court on a serious charge since 1898. His Honour sentenced the prisoner to two years' imprisonment, with hard labour, in the Wellington gaol. [144, 766, 267, 882]
paragraph: The aroma and flavour of good pickles will always stimulate the appetite and add a relish to whatever it comes with. No pickle can be prepared more savory or more tempting to the palate than HAYWARD'S FLAG BRAND. The vegetables in it are especially carefully selected, skilfully compounded, and the condiments used are of the finest quality. The vinegar is the finest malt. It must and purity are considerations, then insist on FLAG BRAND, and no other. [680, 1001, 807, 1076]
headline-neuralgia: NEURALGIA. [311, 1021, 364, 1031]
cable-news-banner: CABLE NEWS [408, 42, 535, 101]
subheadline: ANNUAL MEETING IN LONDON. [558, 150, 657, 158]
paragraph: In the House of Commons, the Post Office estimates were considered. [680, 209, 807, 223]
divider [184, 762, 227, 763]
paragraph: The Masterton juniors' representative team to play Red Star this afternoon will be picked from the following:—W. White, R. McIntosh, J. Jones, W. McHattie, H. Jones, W. Bannister, G. Waggs, Norman, Cameron, Gibbs, Billington, Murphy, J. Thompson, Meorsh, Fly, and Richards. [544, 506, 671, 554]
headline-north-trains: THE NORTH TRAINS. [294, 667, 381, 677]
headline-massey-v-nz-times: MASSEY V. N.Z. TIMES. [289, 47, 386, 56]
paragraph: Nature's Embrocation. ROCKE'S Eucalyptus Oil. The finest that Australia produces. There's something Distinctive about ROCKE'S. [680, 1078, 807, 1105]
paragraph: The Rev. A. Hodge will conduct the usual services at the Congregational Church to-morrow. The morning subject will be, "The Problem of the People," and the evening, the fourth of the series, "The Holy Man and the Holy Man," viz., "The Home at Bethany." [12, 970, 135, 1017]
headline-captain-cook-memorial: CAPTAIN COOK MEMORIAL. [821, 273, 938, 283]
placeline: LONDON, May 18. [753, 377, 807, 384]
paragraph: Do not experiment with your health. You cannot afford to take chances. Gordon's "Petrol" is a tried faithful remedy for removing coughs and colds, and it does its work quickly. Sold only by J. V. Gordon, chemist, Masterton, and by leading storekeepers. [12, 325, 135, 372]
